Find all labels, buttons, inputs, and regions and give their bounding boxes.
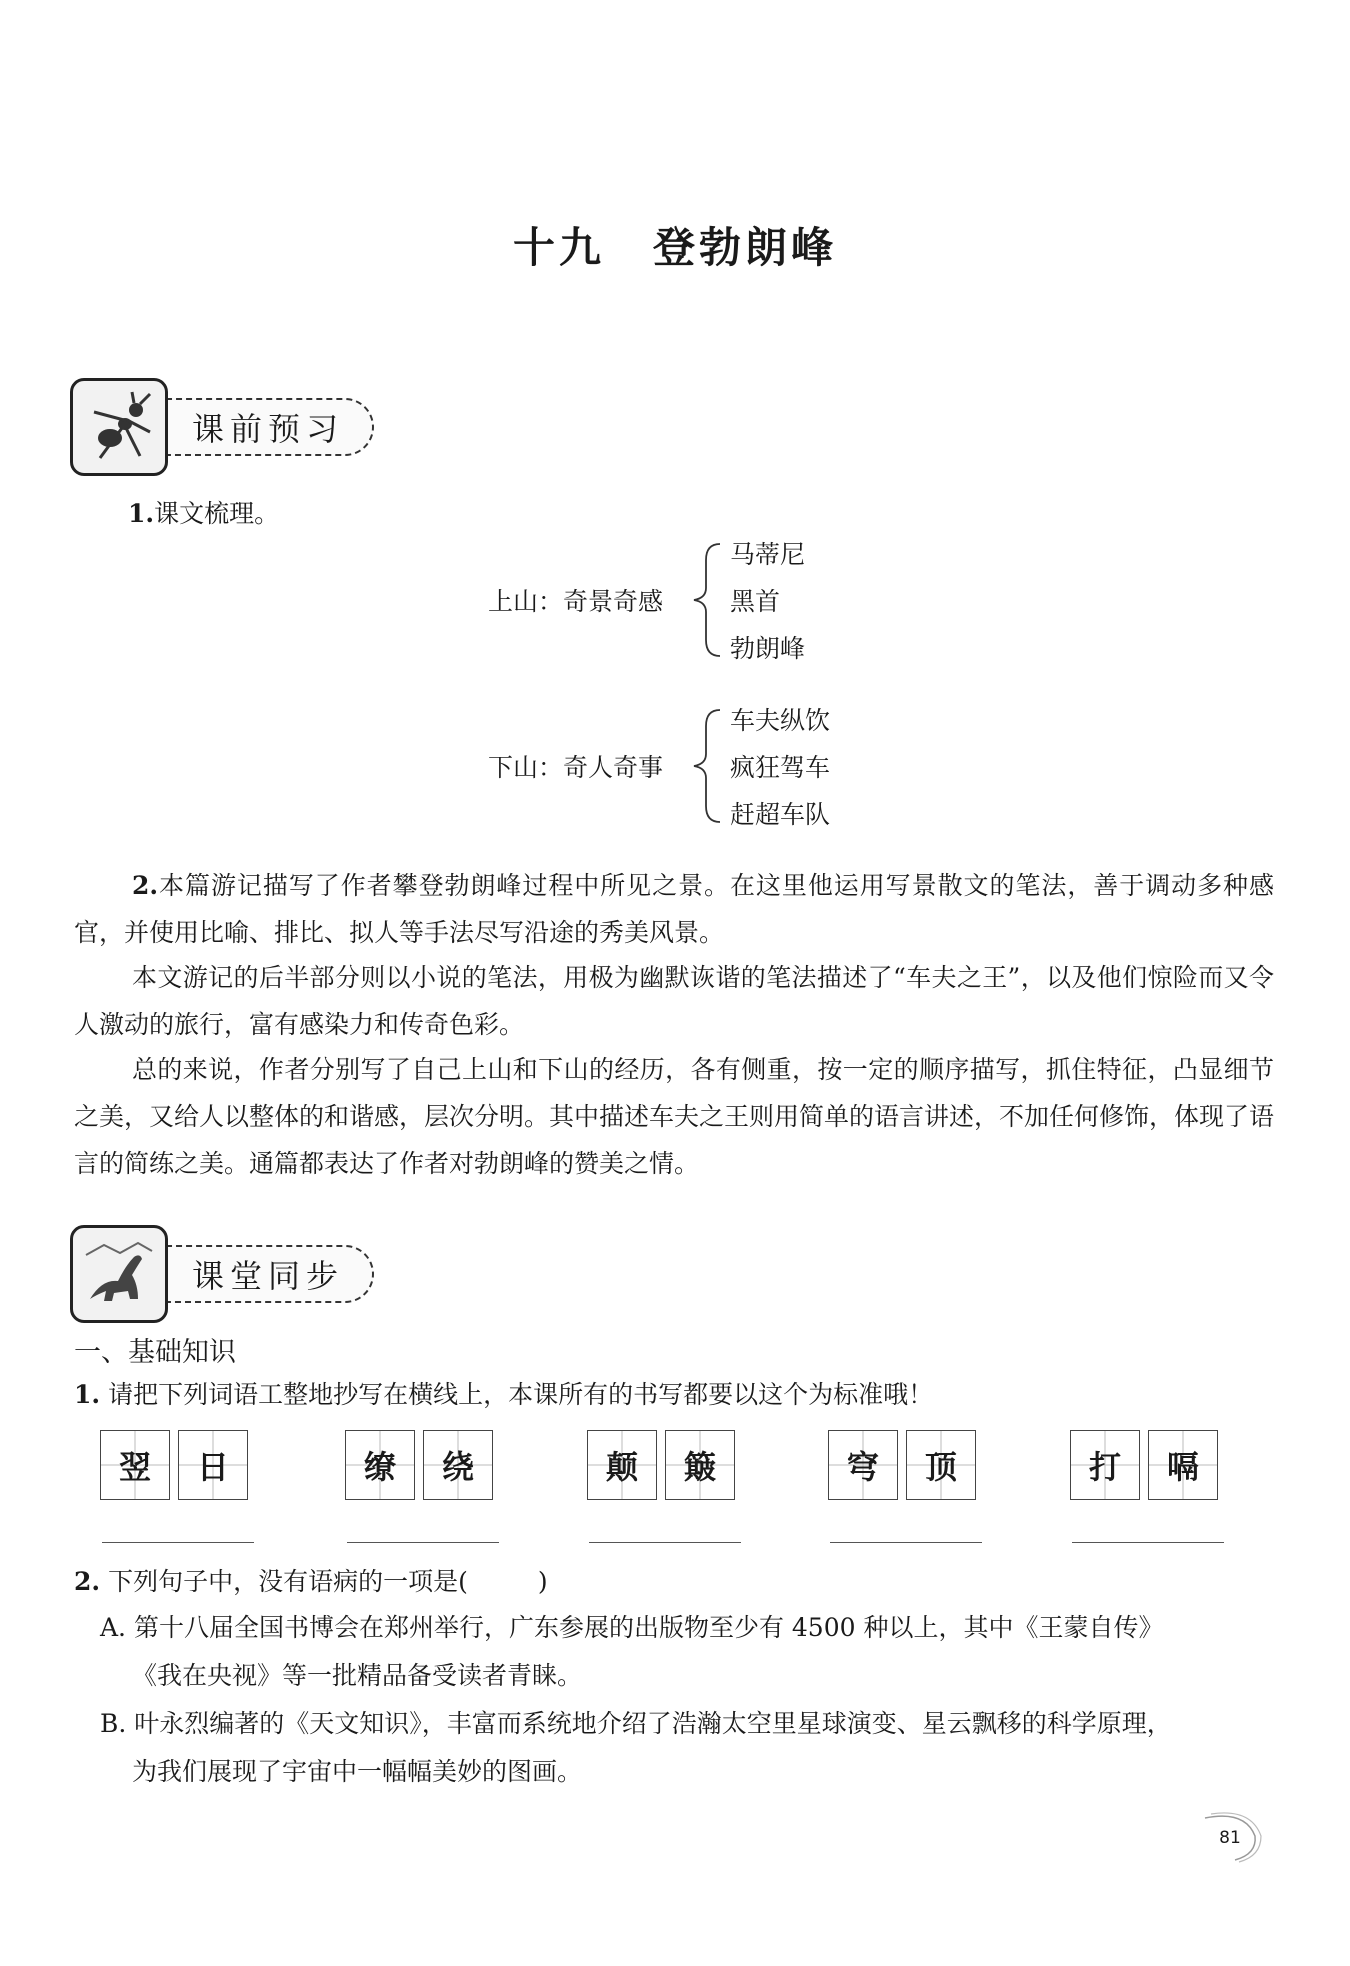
outline-head: 上山：奇景奇感	[488, 587, 664, 616]
preview-section-label: 课前预习	[156, 398, 374, 456]
word-pair	[1070, 1430, 1218, 1500]
writing-cell: 嗝	[1148, 1430, 1218, 1500]
writing-cell: 翌	[100, 1430, 170, 1500]
word-pair	[100, 1430, 248, 1500]
outline-item: 黑首	[730, 587, 781, 616]
writing-cell: 打	[1070, 1430, 1140, 1500]
brace-icon	[688, 540, 728, 660]
answer-line[interactable]	[347, 1542, 499, 1543]
copy-words-question: 1. 请把下列词语工整地抄写在横线上，本课所有的书写都要以这个为标准哦！	[74, 1380, 934, 1409]
outline-item: 赶超车队	[730, 800, 831, 829]
dinosaur-icon	[70, 1225, 168, 1323]
writing-cell: 簸	[665, 1430, 735, 1500]
preview-q1: 1.课文梳理。	[128, 499, 280, 528]
grammar-question: 2. 下列句子中，没有语病的一项是( )	[74, 1567, 548, 1596]
word-pair	[345, 1430, 493, 1500]
copy-words-grid	[100, 1430, 1260, 1510]
answer-line[interactable]	[589, 1542, 741, 1543]
preview-q2-paragraph-3: 总的来说，作者分别写了自己上山和下山的经历，各有侧重，按一定的顺序描写，抓住特征，凸显细节之美，又给人以整体的和谐感，层次分明。其中描述车夫之王则用简单的语言讲述，不加任何修饰，体现了语言的简练之美。通篇都表达了作者对勃朗峰的赞美之情。	[74, 1055, 1275, 1178]
preview-section-badge	[70, 378, 374, 476]
outline-item: 车夫纵饮	[730, 706, 831, 735]
classroom-section-label: 课堂同步	[156, 1245, 374, 1303]
answer-line[interactable]	[102, 1542, 254, 1543]
answer-line[interactable]	[830, 1542, 982, 1543]
preview-q2-paragraph-1: 2.本篇游记描写了作者攀登勃朗峰过程中所见之景。在这里他运用写景散文的笔法，善于调动多种感官，并使用比喻、排比、拟人等手法尽写沿途的秀美风景。	[74, 871, 1274, 947]
page-number: 81	[1219, 1828, 1241, 1848]
option-a[interactable]: A. 第十八届全国书博会在郑州举行，广东参展的出版物至少有 4500 种以上，其中《王蒙自传》 《我在央视》等一批精品备受读者青睐。	[100, 1613, 1164, 1690]
outline-item: 马蒂尼	[730, 540, 806, 569]
word-pair	[587, 1430, 735, 1500]
answer-line[interactable]	[1072, 1542, 1224, 1543]
outline-item: 勃朗峰	[730, 634, 806, 663]
writing-cell: 颠	[587, 1430, 657, 1500]
outline-head: 下山：奇人奇事	[488, 753, 664, 782]
preview-q2-paragraph-2: 本文游记的后半部分则以小说的笔法，用极为幽默诙谐的笔法描述了“车夫之王”，以及他们惊险而又令人激动的旅行，富有感染力和传奇色彩。	[74, 963, 1274, 1039]
option-b[interactable]: B. 叶永烈编著的《天文知识》，丰富而系统地介绍了浩瀚太空里星球演变、星云飘移的科学原理， 为我们展现了宇宙中一幅幅美妙的图画。	[100, 1709, 1172, 1786]
writing-cell: 日	[178, 1430, 248, 1500]
word-pair	[828, 1430, 976, 1500]
classroom-section-badge	[70, 1225, 374, 1323]
lesson-number: 十九	[512, 223, 605, 272]
basic-knowledge-heading: 一、基础知识	[74, 1337, 236, 1368]
writing-cell: 缭	[345, 1430, 415, 1500]
writing-cell: 穹	[828, 1430, 898, 1500]
page-title	[0, 215, 1350, 275]
ant-icon	[70, 378, 168, 476]
brace-icon	[688, 706, 728, 826]
writing-cell: 绕	[423, 1430, 493, 1500]
writing-cell: 顶	[906, 1430, 976, 1500]
outline-item: 疯狂驾车	[730, 753, 831, 782]
lesson-name: 登勃朗峰	[653, 223, 838, 272]
